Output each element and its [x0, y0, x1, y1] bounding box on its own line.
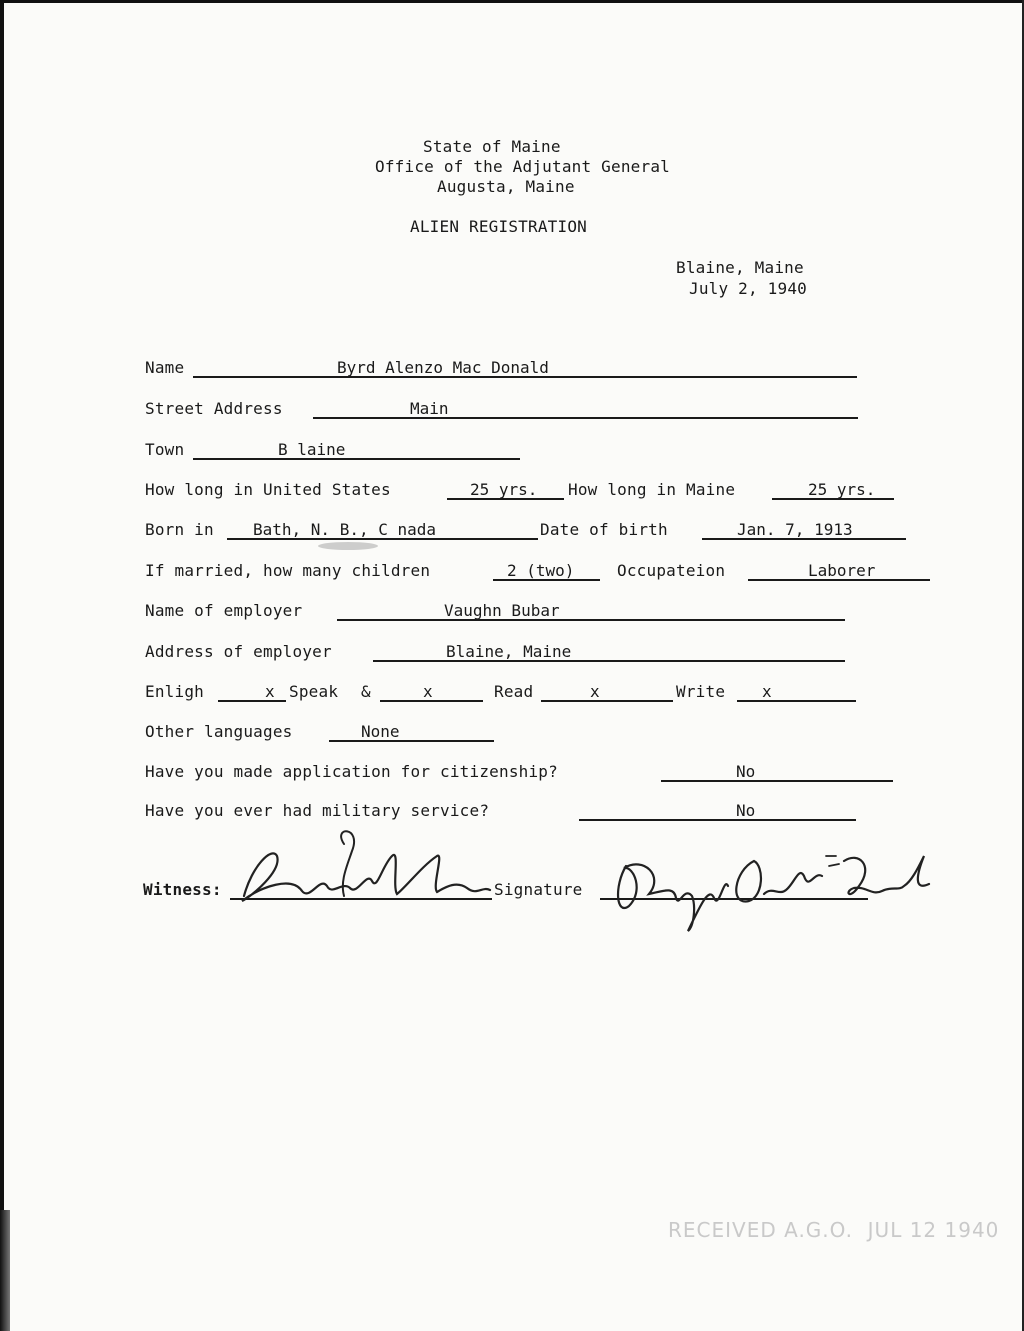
- born-label: Born in: [145, 520, 214, 539]
- occupation-value: Laborer: [808, 561, 876, 580]
- header-city: Augusta, Maine: [437, 177, 575, 196]
- speak-ampersand: &: [361, 682, 371, 701]
- street-line: [313, 417, 858, 419]
- other-languages-line: [329, 740, 494, 742]
- citizenship-value: No: [736, 762, 756, 781]
- name-value: Byrd Alenzo Mac Donald: [337, 358, 549, 377]
- maine-duration-label: How long in Maine: [568, 480, 736, 499]
- write-line: [737, 700, 856, 702]
- dob-label: Date of birth: [540, 520, 668, 539]
- us-duration-label: How long in United States: [145, 480, 391, 499]
- ink-smudge: [318, 542, 378, 550]
- employer-address-value: Blaine, Maine: [446, 642, 572, 661]
- witness-label: Witness:: [143, 880, 222, 899]
- born-value: Bath, N. B., C nada: [253, 520, 437, 539]
- maine-duration-value: 25 yrs.: [808, 480, 876, 499]
- military-value: No: [736, 801, 756, 820]
- applicant-signature: [604, 846, 934, 936]
- citizenship-label: Have you made application for citizenship?: [145, 762, 558, 781]
- read-line: [541, 700, 673, 702]
- military-line: [579, 819, 856, 821]
- form-title: ALIEN REGISTRATION: [410, 217, 587, 236]
- header-state: State of Maine: [423, 137, 561, 156]
- employer-address-label: Address of employer: [145, 642, 332, 661]
- employer-value: Vaughn Bubar: [444, 601, 560, 620]
- town-value: B laine: [278, 440, 346, 459]
- street-label: Street Address: [145, 399, 283, 418]
- occupation-label: Occupateion: [617, 561, 726, 580]
- children-label: If married, how many children: [145, 561, 431, 580]
- date: July 2, 1940: [689, 279, 807, 298]
- write-label: Write: [676, 682, 726, 701]
- employer-label: Name of employer: [145, 601, 303, 620]
- witness-signature: [232, 826, 494, 916]
- citizenship-line: [661, 780, 893, 782]
- read-label: Read: [494, 682, 534, 701]
- us-duration-value: 25 yrs.: [470, 480, 538, 499]
- employer-line: [337, 619, 845, 621]
- other-languages-value: None: [361, 722, 400, 741]
- read-value: x: [590, 682, 600, 701]
- town-line: [193, 458, 520, 460]
- dob-value: Jan. 7, 1913: [737, 520, 853, 539]
- children-value: 2 (two): [507, 561, 575, 580]
- header-office: Office of the Adjutant General: [375, 157, 670, 176]
- speak-label: Speak: [289, 682, 339, 701]
- received-stamp: RECEIVED A.G.O. JUL 12 1940: [668, 1218, 1000, 1242]
- english-line: [218, 700, 286, 702]
- scan-edge-top: [0, 0, 1024, 3]
- scan-edge-left: [0, 0, 4, 1331]
- name-label: Name: [145, 358, 185, 377]
- write-value: x: [762, 682, 772, 701]
- signature-label: Signature: [494, 880, 583, 899]
- english-label: Enligh: [145, 682, 204, 701]
- town-label: Town: [145, 440, 185, 459]
- english-value: x: [265, 682, 275, 701]
- street-value: Main: [410, 399, 449, 418]
- scan-edge-shadow: [0, 1210, 10, 1331]
- place: Blaine, Maine: [676, 258, 804, 277]
- employer-address-line: [373, 660, 845, 662]
- other-languages-label: Other languages: [145, 722, 293, 741]
- speak-value: x: [423, 682, 433, 701]
- military-label: Have you ever had military service?: [145, 801, 490, 820]
